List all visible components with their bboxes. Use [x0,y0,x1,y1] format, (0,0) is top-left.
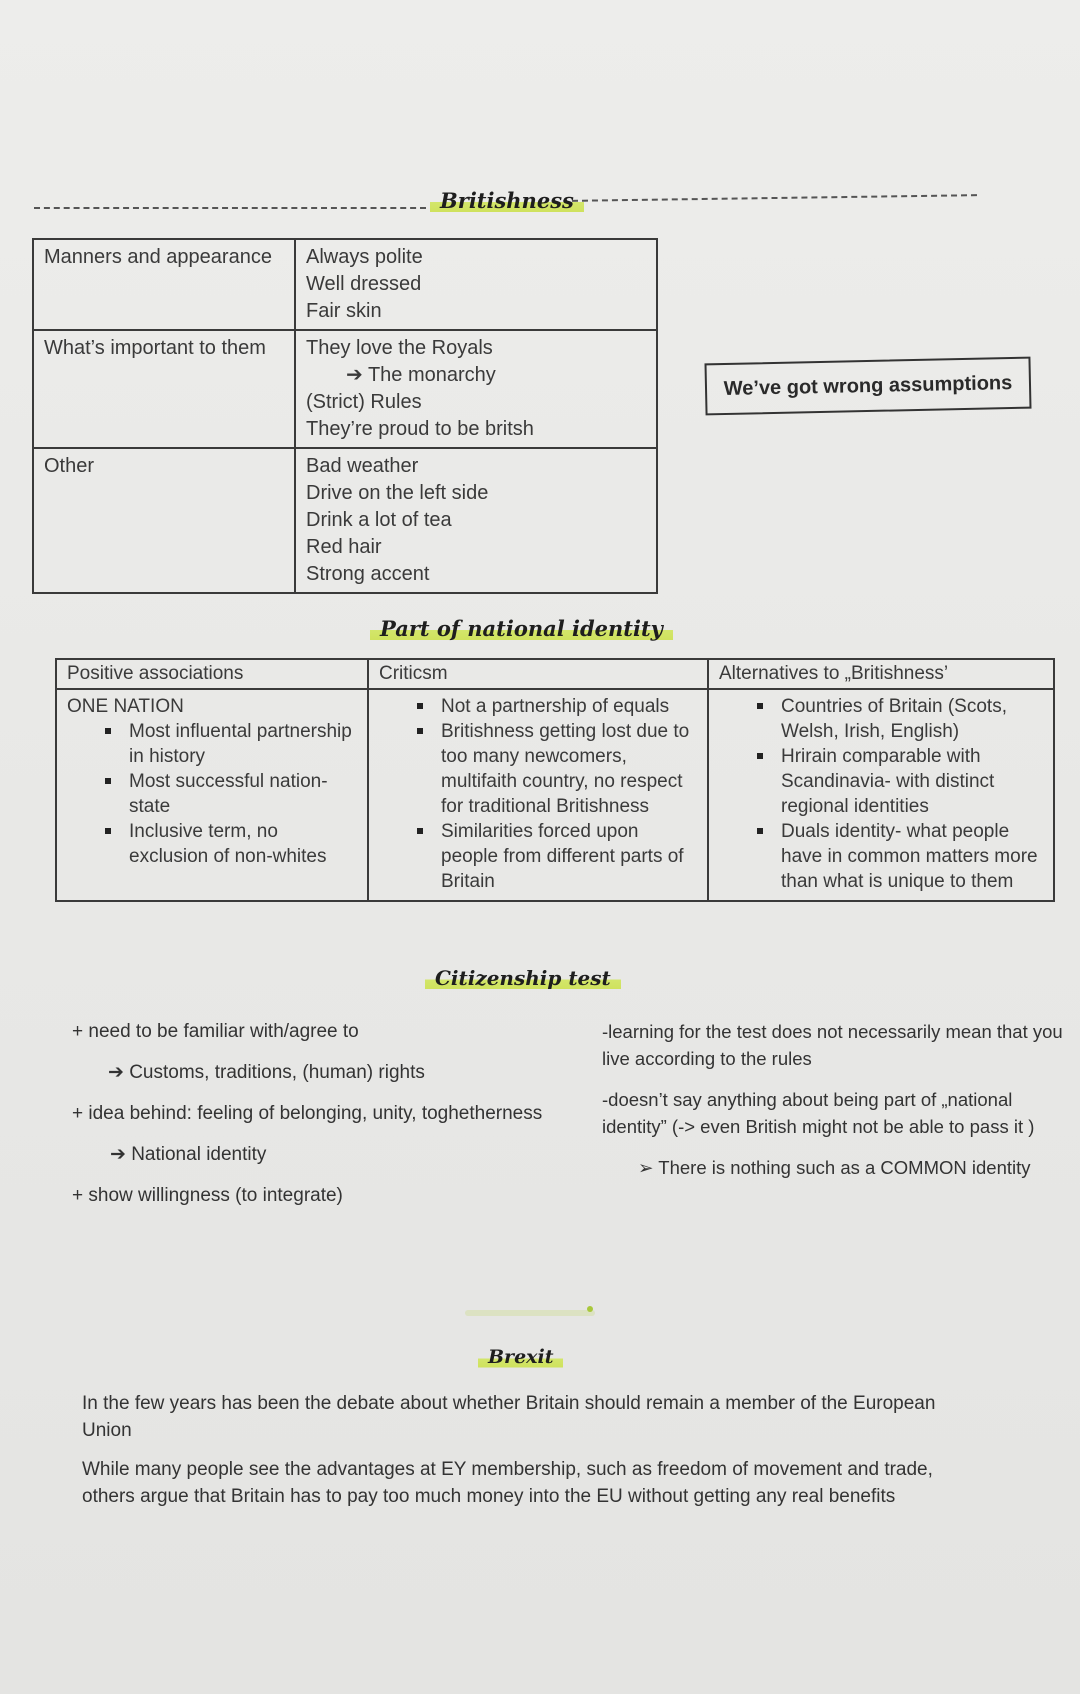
note-line: ➢ There is nothing such as a COMMON identity [638,1157,1031,1178]
brexit-text [82,1390,962,1522]
row-label: What’s important to them [33,330,295,448]
one-nation-label: ONE NATION [67,696,184,717]
list-item: Not a partnership of equals [379,694,697,719]
britishness-table [32,238,658,594]
citizenship-test-heading: Citizenship test [425,964,621,992]
list-item: Hrirain comparable with Scandinavia- with distinct regional identities [719,744,1043,819]
list-item: They’re proud to be britsh [306,418,534,440]
list-item: (Strict) Rules [306,391,422,413]
row-values [295,239,657,330]
list-item: Inclusive term, no exclusion of non-whites [67,819,357,869]
table-row [33,448,657,593]
note-line: + idea behind: feeling of belonging, unity, toghetherness [72,1103,543,1124]
row-values [295,330,657,448]
wrong-assumptions-callout: We’ve got wrong assumptions [704,357,1031,416]
list-item: Fair skin [306,300,382,322]
note-line: ➔ Customs, traditions, (human) rights [108,1062,425,1083]
list-item: ➔ The monarchy [346,364,496,386]
list-item: Well dressed [306,273,422,295]
table-row [33,330,657,448]
list-item: Duals identity- what people have in common matters more than what is unique to them [719,819,1043,894]
note-line: ➔ National identity [110,1144,267,1165]
row-values [295,448,657,593]
heading-dashed-rule-left [34,207,426,209]
column-header: Positive associations [56,659,368,689]
highlight-dot [587,1306,593,1312]
note-line: -doesn’t say anything about being part of „national identity” (-> even British might not be able to pass it ) [602,1089,1035,1137]
britishness-heading: Britishness [430,186,584,215]
note-line: + show willingness (to integrate) [72,1185,343,1206]
list-item: Strong accent [306,563,430,585]
list-item: Drink a lot of tea [306,509,452,531]
paragraph: While many people see the advantages at EY membership, such as freedom of movement and trade, others argue that Britain has to pay too much money into the EU without getting any real benefits [82,1459,933,1507]
table-row [33,239,657,330]
row-label: Manners and appearance [33,239,295,330]
row-label: Other [33,448,295,593]
column-header: Alternatives to „Britishness’ [708,659,1054,689]
list-item: Bad weather [306,455,419,477]
column-header: Criticsm [368,659,708,689]
faded-highlight-mark [465,1310,595,1316]
positive-associations-cell [56,689,368,901]
alternatives-cell [708,689,1054,901]
bullet-list [719,694,1043,894]
table-row [56,689,1054,901]
national-identity-table [55,658,1055,902]
list-item: Countries of Britain (Scots, Welsh, Irish, English) [719,694,1043,744]
bullet-list [379,694,697,894]
citizenship-left-notes [72,1018,572,1223]
heading-dashed-rule-right [572,194,977,202]
criticism-cell [368,689,708,901]
list-item: Most successful nation-state [67,769,357,819]
list-item: Red hair [306,536,382,558]
list-item: Drive on the left side [306,482,489,504]
list-item: Most influental partnership in history [67,719,357,769]
paragraph: In the few years has been the debate about whether Britain should remain a member of the European Union [82,1393,936,1441]
note-line: -learning for the test does not necessarily mean that you live according to the rules [602,1021,1063,1069]
bullet-list [67,719,357,869]
national-identity-heading: Part of national identity [370,614,673,643]
list-item: Always polite [306,246,423,268]
citizenship-right-notes [602,1018,1067,1195]
list-item: Britishness getting lost due to too many newcomers, multifaith country, no respect for traditional Britishness [379,719,697,819]
brexit-heading: Brexit [478,1344,563,1370]
list-item: Similarities forced upon people from different parts of Britain [379,819,697,894]
note-line: + need to be familiar with/agree to [72,1021,359,1042]
list-item: They love the Royals [306,337,493,359]
table-header-row [56,659,1054,689]
